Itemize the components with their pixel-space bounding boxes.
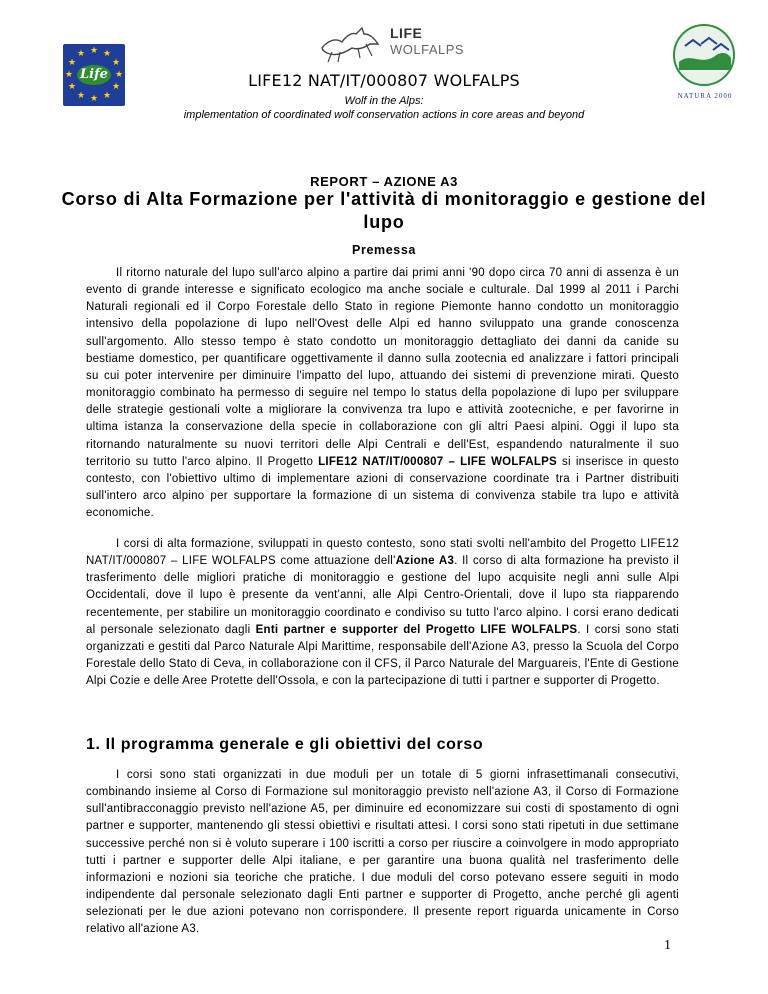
paragraph-text: Il ritorno naturale del lupo sull'arco alpino a partire dai primi anni '90 dopo circa 70 anni di assenza è un evento di grande interesse e significato ecologico ma anche sociale e culturale. Dal 1999 al 2011 i Parchi Naturali regionali ed il Corpo Forestale dello Stato in regione Piemonte hanno condotto un monitoraggio intensivo della popolazione di lupo nell'Ovest delle Alpi ed hanno sviluppato una grande conoscenza sull'argomento. Allo stesso tempo è stato condotto un monitoraggio dettagliato dei danni da canide su bestiame domestico, per quantificare oggettivamente il danno sulla zootecnia ed analizzare i fattori principali su cui poter intervenire per diminuire l'impatto del lupo, attuando dei sistemi di prevenzione mirati. Questo monitoraggio combinato ha permesso di seguire nel tempo lo status della popolazione di lupo per sviluppare delle strategie gestionali volte a migliorare la convivenza tra lupo e attività zootecniche, e per favorirne in ultima istanza la conservazione della specie in collaborazione con gli altri Paesi alpini. Oggi il lupo sta ritornando naturalmente su nuovi territori delle Alpi Centrali e dell'Est, espandendo naturalmente il suo territorio su tutto l'arco alpino. Il Progetto — [86, 267, 679, 468]
star-icon: ★ — [68, 58, 77, 68]
star-icon: ★ — [112, 58, 121, 68]
star-icon: ★ — [68, 82, 77, 92]
life-wolfalps-logo — [318, 22, 465, 66]
paragraph-text: I corsi di alta formazione, sviluppati in questo contesto, sono stati svolti nell'ambito del Progetto LIFE12 NAT/IT/000807 – LIFE WOLFALPS come attuazione dell' — [86, 538, 679, 568]
enti-partner-bold: Enti partner e supporter del Progetto LIFE WOLFALPS — [255, 623, 578, 636]
star-icon: ★ — [103, 49, 112, 59]
wolf-silhouette-icon — [318, 22, 388, 66]
project-subtitle-line1: Wolf in the Alps: — [344, 95, 424, 107]
star-icon: ★ — [90, 46, 99, 56]
star-icon: ★ — [90, 94, 99, 104]
main-title: Corso di Alta Formazione per l'attività di monitoraggio e gestione del lupo — [61, 189, 707, 232]
life-logo-text: Life — [77, 65, 111, 85]
star-icon: ★ — [65, 70, 74, 80]
page-number: 1 — [664, 938, 671, 953]
paragraph-text: si inserisce in questo contesto, con l'obiettivo ultimo di implementare azioni di conservazione coordinate tra i Partner distribuiti sull'intero arco alpino per supportare la formazione di un sistema di convivenza stabile tra lupo e attività economiche. — [86, 455, 679, 520]
section-1-paragraph: I corsi sono stati organizzati in due moduli per un totale di 5 giorni infrasettimanali consecutivi, combinando insieme al Corso di Formazione sul monitoraggio previsto nell'azione A3, il Corso di Formazione sull'antibracconaggio previsto nell'azione A5, per diminuire ed economizzare sui costi di spostamento di ogni partner e supporter, mantenendo gli stessi obiettivi e risultati attesi. I corsi sono stati ripetuti in due settimane successive perché non si è voluto superare i 100 iscritti a corso per riuscire a coinvolgere in modo appropriato tutti i partner e supporter delle Alpi italiane, e per garantire una buona qualità nel trasferimento delle informazioni e nozioni sia teoriche che pratiche. I due moduli del corso potevano essere seguiti in modo indipendente dal personale selezionato dagli Enti partner e supporter di Progetto, anche perché gli agenti selezionati per le due azioni potevano non corrispondere. Il presente report riguarda unicamente in Corso relativo all'azione A3. — [86, 769, 679, 936]
star-icon: ★ — [103, 91, 112, 101]
project-subtitle-line2: implementation of coordinated wolf conservation actions in core areas and beyond — [183, 109, 585, 121]
report-label: REPORT – AZIONE A3 — [310, 174, 458, 189]
paragraph-text: . I corsi sono stati organizzati e gestiti dal Parco Naturale Alpi Marittime, responsabile dell'Azione A3, presso la Scuola del Corpo Forestale dello Stato di Ceva, in collaborazione con il CFS, il Parco Naturale del Marguareis, l'Ente di Gestione Alpi Cozie e delle Aree Protette dell'Ossola, e con la partecipazione di tutti i partner e supporter di Progetto. — [86, 623, 679, 688]
premessa-paragraph-2 — [86, 536, 679, 690]
premessa-heading: Premessa — [352, 243, 416, 257]
star-icon: ★ — [77, 91, 86, 101]
section-1-heading: 1. Il programma generale e gli obiettivi del corso — [86, 736, 484, 753]
logo-wolfalps-text: WOLFALPS — [390, 42, 465, 57]
project-code-title: LIFE12 NAT/IT/000807 WOLFALPS — [248, 71, 520, 90]
star-icon: ★ — [112, 82, 121, 92]
star-icon: ★ — [77, 49, 86, 59]
premessa-paragraph-1 — [86, 265, 679, 522]
logo-life-text: LIFE — [390, 25, 423, 41]
natura-2000-text: NATURA 2000 — [677, 92, 733, 100]
azione-a3-bold: Azione A3 — [395, 555, 455, 568]
project-code-bold: LIFE12 NAT/IT/000807 – LIFE WOLFALPS — [318, 455, 557, 468]
star-icon: ★ — [115, 70, 124, 80]
paragraph-text: . Il corso di alta formazione ha previsto il trasferimento delle migliori pratiche di monitoraggio e gestione del lupo acquisite negli anni sulle Alpi Occidentali, dove il lupo è presente da vent'anni, alle Alpi Centro-Orientali, dove il lupo sta riapparendo recentemente, per stabilire un monitoraggio coordinato e condiviso su tutto l'arco alpino. I corsi erano dedicati al personale selezionato dagli — [86, 555, 680, 636]
